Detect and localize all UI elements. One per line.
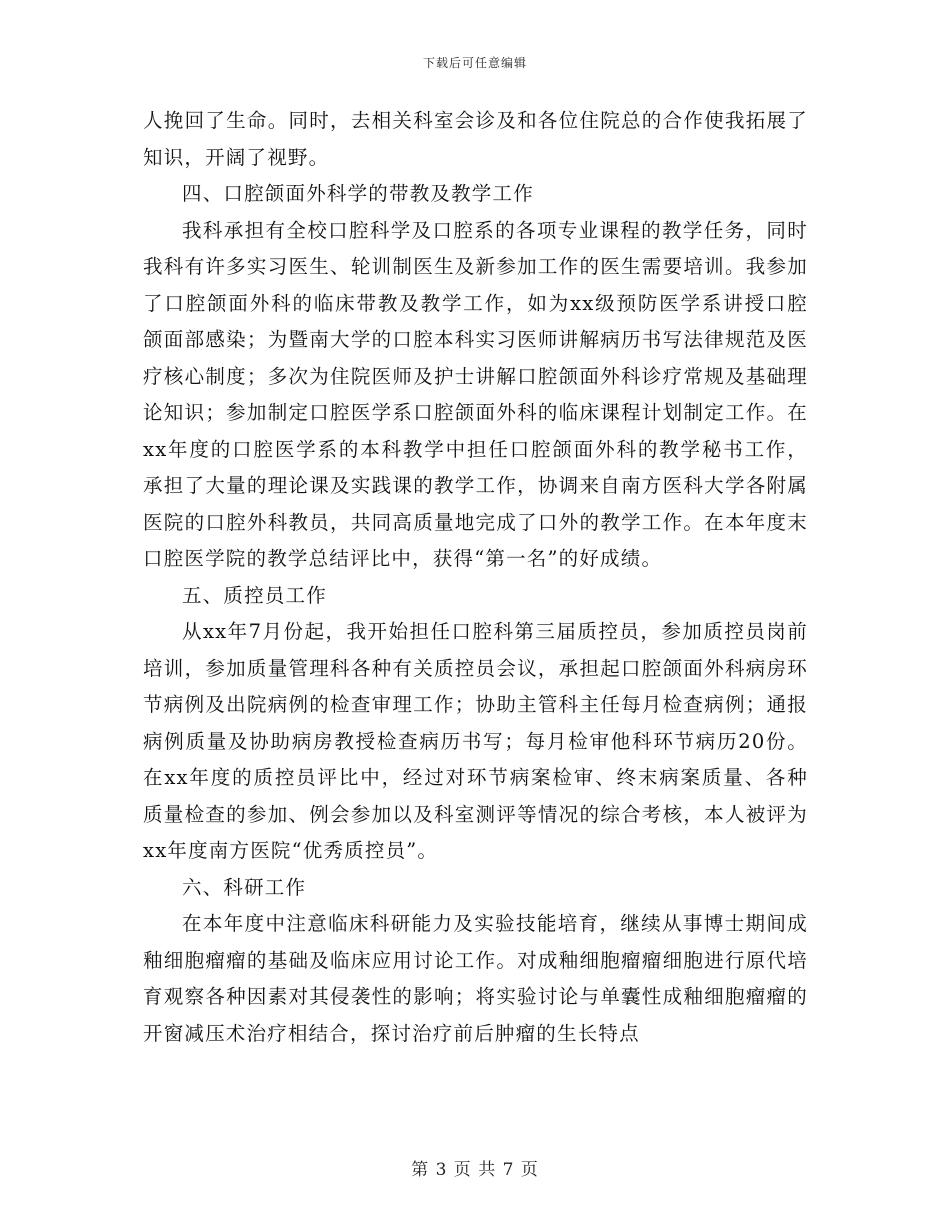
document-body xyxy=(143,103,808,1052)
section-heading-6: 六、科研工作 xyxy=(182,875,307,899)
section-heading-5: 五、质控员工作 xyxy=(182,583,327,607)
paragraph-teaching: 我科承担有全校口腔科学及口腔系的各项专业课程的教学任务，同时我科有许多实习医生、轮训制医生及新参加工作的医生需要培训。我参加了口腔颌面外科的临床带教及教学工作，如为xx级预防医学系讲授口腔颌面部感染；为暨南大学的口腔本科实习医师讲解病历书写法律规范及医疗核心制度；多次为住院医师及护士讲解口腔颌面外科诊疗常规及基础理论知识；参加制定口腔医学系口腔颌面外科的临床课程计划制定工作。在xx年度的口腔医学系的本科教学中担任口腔颌面外科的教学秘书工作，承担了大量的理论课及实践课的教学工作，协调来自南方医科大学各附属医院的口腔外科教员，共同高质量地完成了口外的教学工作。在本年度末口腔医学院的教学总结评比中，获得“第一名”的好成绩。 xyxy=(143,218,808,570)
page-footer: 第 3 页 共 7 页 xyxy=(411,1160,539,1180)
paragraph-research: 在本年度中注意临床科研能力及实验技能培育，继续从事博士期间成釉细胞瘤瘤的基础及临床应用讨论工作。对成釉细胞瘤瘤细胞进行原代培育观察各种因素对其侵袭性的影响；将实验讨论与单囊性成釉细胞瘤瘤的开窗减压术治疗相结合，探讨治疗前后肿瘤的生长特点 xyxy=(143,912,808,1045)
page-header: 下载后可任意编辑 xyxy=(422,56,527,70)
section-heading-4: 四、口腔颌面外科学的带教及教学工作 xyxy=(182,182,534,205)
paragraph-quality-control: 从xx年7月份起，我开始担任口腔科第三届质控员，参加质控员岗前培训，参加质量管理科各种有关质控员会议，承担起口腔颌面外科病房环节病例及出院病例的检查审理工作；协助主管科主任每月检查病例；通报病例质量及协助病房教授检查病历书写；每月检审他科环节病历20份。在xx年度的质控员评比中，经过对环节病案检审、终末病案质量、各种质量检查的参加、例会参加以及科室测评等情况的综合考核，本人被评为xx年度南方医院“优秀质控员”。 xyxy=(143,620,808,862)
paragraph-continued: 人挽回了生命。同时，去相关科室会诊及和各位住院总的合作使我拓展了知识，开阔了视野。 xyxy=(143,109,808,169)
